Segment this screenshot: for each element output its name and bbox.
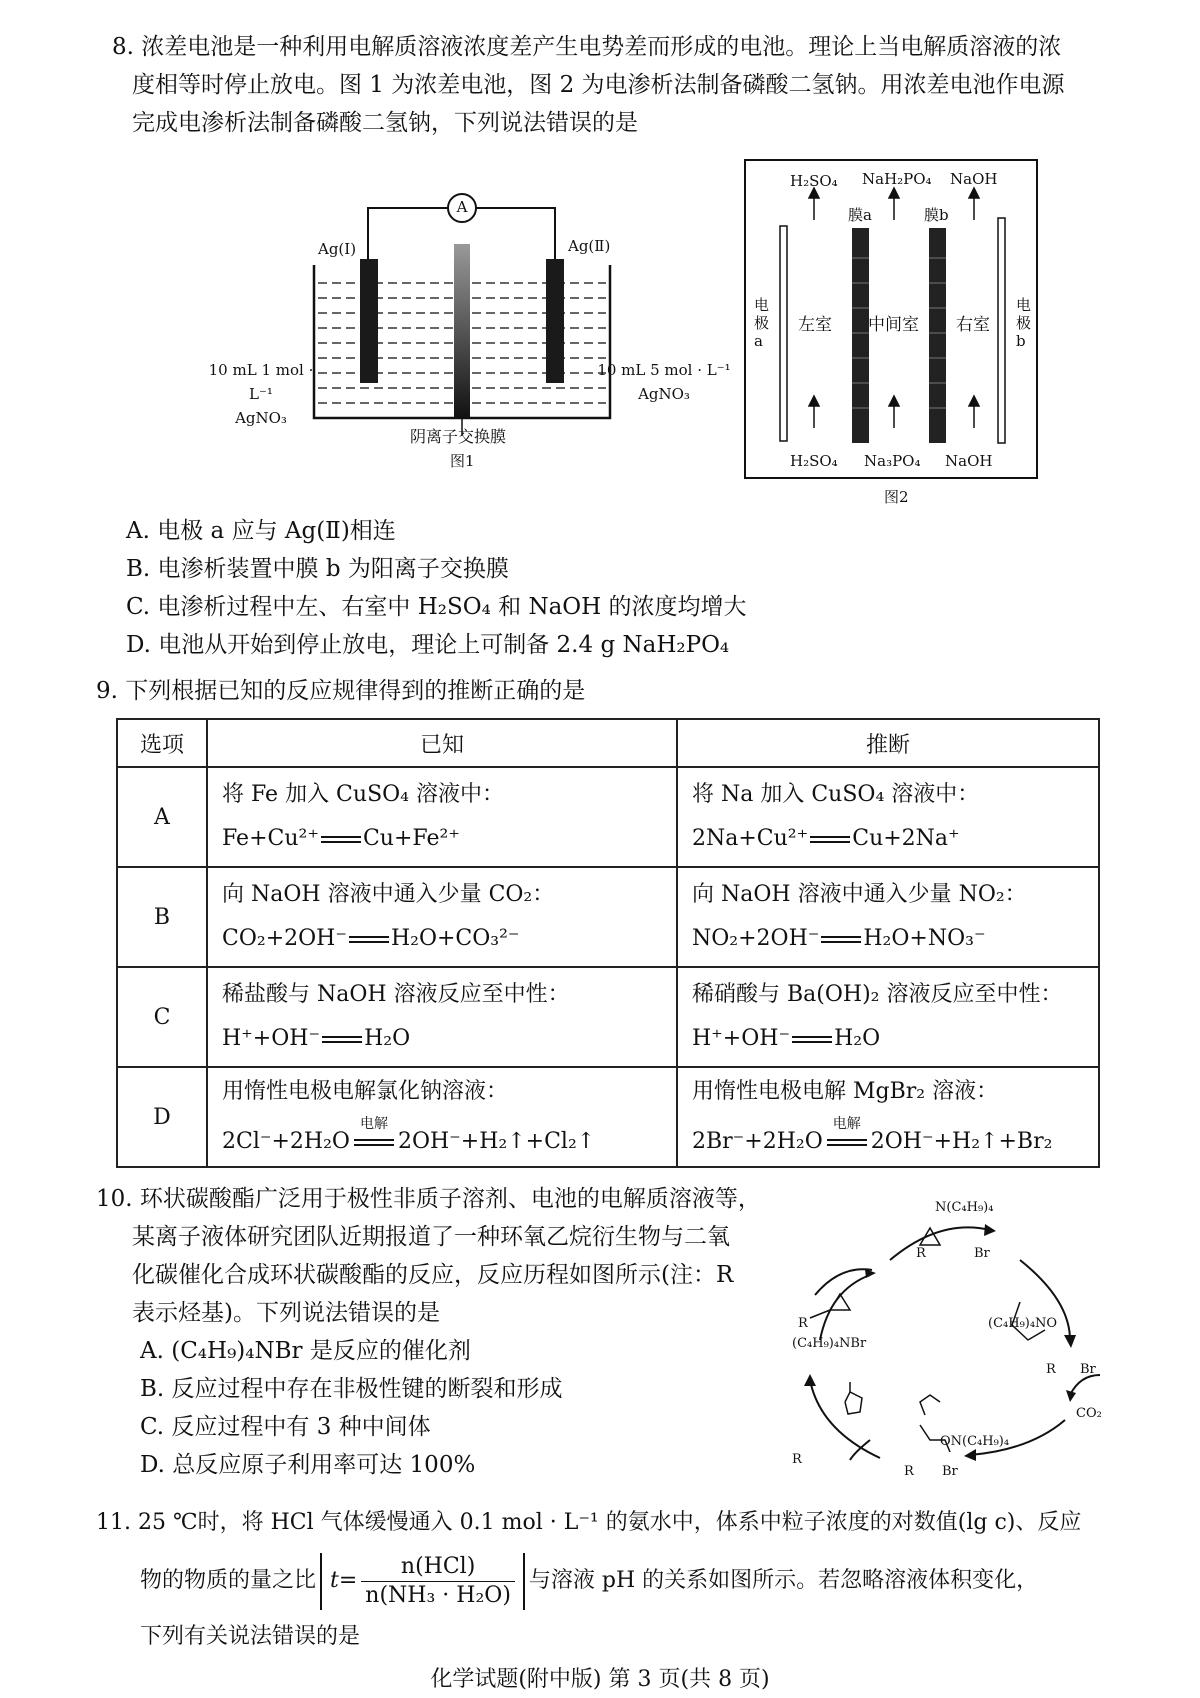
equals-sign-icon xyxy=(821,936,861,943)
inference-cell xyxy=(677,1067,1099,1167)
equation-lhs: H⁺+OH⁻ xyxy=(692,1026,791,1051)
fig2-top-nah2po4: NaH₂PO₄ xyxy=(862,170,932,188)
ratio-numerator: n(HCl) xyxy=(361,1553,515,1582)
q8-stem-line: 8. 浓差电池是一种利用电解质溶液浓度差产生电势差而形成的电池。理论上当电解质溶液的浓 xyxy=(112,34,1062,60)
q8-option-d[interactable]: D. 电池从开始到停止放电，理论上可制备 2.4 g NaH₂PO₄ xyxy=(126,632,730,658)
equals-sign-icon xyxy=(321,836,361,843)
equation-rhs: 2OH⁻+H₂↑+Cl₂↑ xyxy=(397,1129,596,1154)
right-solution-name: AgNO₃ xyxy=(638,385,690,403)
fig2-bottom-na3po4: Na₃PO₄ xyxy=(864,452,921,470)
q10-stem xyxy=(96,1180,796,1332)
equation-rhs: H₂O+NO₃⁻ xyxy=(863,926,986,951)
equation-rhs: H₂O xyxy=(834,1026,881,1051)
known-text: 将 Fe 加入 CuSO₄ 溶液中： xyxy=(222,782,504,807)
cycle-catalyst: (C₄H₉)₄NBr xyxy=(792,1336,867,1351)
known-cell xyxy=(207,867,677,967)
ag-i-label: Ag(Ⅰ) xyxy=(318,240,357,258)
row-label: C xyxy=(117,967,207,1067)
electrolysis-sign xyxy=(350,1116,398,1164)
header-known: 已知 xyxy=(207,719,677,767)
cycle-bottom-r: R xyxy=(904,1464,914,1479)
q11-line-2a: 物的物质的量之比 xyxy=(140,1568,317,1593)
anion-exchange-membrane xyxy=(454,244,470,418)
equation-lhs: H⁺+OH⁻ xyxy=(222,1026,321,1051)
equals-sign-icon xyxy=(810,836,850,843)
right-solution-label xyxy=(594,358,734,406)
q8-stem xyxy=(112,28,1132,142)
table-row xyxy=(117,767,1099,867)
cycle-right-br: Br xyxy=(1080,1362,1096,1377)
ratio-symbol: t= xyxy=(330,1568,358,1593)
inference-equation xyxy=(692,817,1084,861)
q9-stem: 9. 下列根据已知的反应规律得到的推断正确的是 xyxy=(96,678,586,704)
known-text: 稀盐酸与 NaOH 溶液反应至中性： xyxy=(222,982,570,1007)
equals-sign-icon xyxy=(322,1036,362,1043)
figure-1-caption: 图1 xyxy=(450,452,475,470)
ag-ii-electrode xyxy=(546,259,564,383)
equation-lhs: 2Br⁻+2H₂O xyxy=(692,1129,823,1154)
cycle-top-species: N(C₄H₉)₄ xyxy=(935,1200,994,1215)
electrolysis-sign xyxy=(823,1116,871,1164)
table-row xyxy=(117,967,1099,1067)
ratio-denominator: n(NH₃ · H₂O) xyxy=(365,1582,511,1608)
fig2-middle-room: 中间室 xyxy=(868,315,919,335)
equation-rhs: Cu+Fe²⁺ xyxy=(362,826,460,851)
electrolysis-label: 电解 xyxy=(832,1116,861,1132)
membrane-label: 阴离子交换膜 xyxy=(410,427,507,446)
inference-text: 用惰性电极电解 MgBr₂ 溶液： xyxy=(692,1079,999,1104)
inference-equation xyxy=(692,917,1084,961)
q10-option-d[interactable]: D. 总反应原子利用率可达 100% xyxy=(140,1452,476,1478)
fig2-right-room: 右室 xyxy=(956,315,990,335)
inference-text: 稀硝酸与 Ba(OH)₂ 溶液反应至中性： xyxy=(692,982,1063,1007)
equals-sign-icon xyxy=(792,1036,832,1043)
fig2-top-naoh: NaOH xyxy=(950,170,998,188)
q8-option-a[interactable]: A. 电极 a 应与 Ag(Ⅱ)相连 xyxy=(126,518,396,544)
fig2-membrane-b-label: 膜b xyxy=(924,206,949,224)
known-cell xyxy=(207,1067,677,1167)
known-cell xyxy=(207,967,677,1067)
fig2-top-h2so4: H₂SO₄ xyxy=(790,172,838,190)
membrane-a xyxy=(852,228,869,443)
known-cell xyxy=(207,767,677,867)
electrode-a xyxy=(780,226,787,441)
cycle-right-r: R xyxy=(1046,1362,1056,1377)
q10-option-a[interactable]: A. (C₄H₉)₄NBr 是反应的催化剂 xyxy=(140,1338,471,1364)
known-text: 用惰性电极电解氯化钠溶液： xyxy=(222,1079,509,1104)
q11-line-3: 下列有关说法错误的是 xyxy=(140,1624,361,1649)
equation-rhs: 2OH⁻+H₂↑+Br₂ xyxy=(870,1129,1053,1154)
q10-stem-line: 化碳催化合成环状碳酸酯的反应，反应历程如图所示(注：R xyxy=(132,1262,734,1288)
ammeter-label: A xyxy=(456,198,468,216)
table-header-row xyxy=(117,719,1099,767)
inference-cell xyxy=(677,867,1099,967)
ag-i-electrode xyxy=(360,259,378,383)
q8-options xyxy=(126,512,747,664)
known-equation xyxy=(222,1114,662,1164)
page-footer: 化学试题(附中版) 第 3 页(共 8 页) xyxy=(430,1667,770,1692)
electrolysis-label: 电解 xyxy=(359,1116,388,1132)
q11-line-1: 11. 25 ℃时，将 HCl 气体缓慢通入 0.1 mol · L⁻¹ 的氨水中，体系中粒子浓度的对数值(lg c)、反应 xyxy=(96,1510,1082,1535)
equation-lhs: Fe+Cu²⁺ xyxy=(222,826,319,851)
right-solution-conc: 10 mL 5 mol · L⁻¹ xyxy=(597,361,731,379)
q10-stem-line: 表示烃基)。下列说法错误的是 xyxy=(132,1300,440,1326)
equation-rhs: Cu+2Na⁺ xyxy=(852,826,960,851)
row-label: A xyxy=(117,767,207,867)
inference-text: 将 Na 加入 CuSO₄ 溶液中： xyxy=(692,782,980,807)
cycle-top-br: Br xyxy=(974,1246,990,1261)
cycle-epoxide-r: R xyxy=(798,1316,808,1331)
q10-options xyxy=(140,1332,563,1484)
q8-stem-line: 度相等时停止放电。图 1 为浓差电池，图 2 为电渗析法制备磷酸二氢钠。用浓差电池作电源 xyxy=(132,72,1065,98)
header-inference: 推断 xyxy=(677,719,1099,767)
figure-2-caption: 图2 xyxy=(884,488,909,506)
row-label: D xyxy=(117,1067,207,1167)
fig2-bottom-h2so4: H₂SO₄ xyxy=(790,452,838,470)
fig2-electrode-b-label: 电极b xyxy=(1016,296,1032,350)
header-option: 选项 xyxy=(117,719,207,767)
inference-cell xyxy=(677,967,1099,1067)
cycle-bottom-species: ON(C₄H₉)₄ xyxy=(940,1434,1010,1449)
ratio-bracket xyxy=(320,1553,525,1610)
q8-stem-line: 完成电渗析法制备磷酸二氢钠，下列说法错误的是 xyxy=(132,110,638,136)
q11-line-2 xyxy=(140,1548,1038,1614)
row-label: B xyxy=(117,867,207,967)
q8-option-c[interactable]: C. 电渗析过程中左、右室中 H₂SO₄ 和 NaOH 的浓度均增大 xyxy=(126,594,747,620)
q8-option-b[interactable]: B. 电渗析装置中膜 b 为阳离子交换膜 xyxy=(126,556,509,582)
q10-option-c[interactable]: C. 反应过程中有 3 种中间体 xyxy=(140,1414,431,1440)
electrode-b xyxy=(998,218,1005,443)
membrane-b xyxy=(929,228,946,443)
table-row xyxy=(117,867,1099,967)
equation-rhs: H₂O xyxy=(364,1026,411,1051)
ag-ii-label: Ag(Ⅱ) xyxy=(568,237,611,255)
equals-sign-icon xyxy=(349,936,389,943)
cycle-product-r: R xyxy=(792,1452,802,1467)
inference-equation xyxy=(692,1114,1084,1164)
q11-line-2b: 与溶液 pH 的关系如图所示。若忽略溶液体积变化， xyxy=(528,1568,1039,1593)
q10-stem-line: 10. 环状碳酸酯广泛用于极性非质子溶剂、电池的电解质溶液等， xyxy=(96,1186,761,1212)
inference-equation xyxy=(692,1017,1084,1061)
fig2-left-room: 左室 xyxy=(798,315,832,335)
fig2-bottom-naoh: NaOH xyxy=(945,452,993,470)
cycle-top-r: R xyxy=(916,1246,926,1261)
cycle-bottom-br: Br xyxy=(942,1464,958,1479)
fig2-membrane-a-label: 膜a xyxy=(848,206,872,224)
known-equation xyxy=(222,1017,662,1061)
inference-text: 向 NaOH 溶液中通入少量 NO₂： xyxy=(692,882,1027,907)
ratio-fraction xyxy=(361,1553,515,1610)
left-solution-label xyxy=(196,358,326,430)
left-solution-name: AgNO₃ xyxy=(235,409,287,427)
table-row xyxy=(117,1067,1099,1167)
equation-rhs: H₂O+CO₃²⁻ xyxy=(390,926,520,951)
q9-table xyxy=(116,718,1100,1168)
left-solution-conc: 10 mL 1 mol · L⁻¹ xyxy=(208,361,314,403)
equation-lhs: 2Na+Cu²⁺ xyxy=(692,826,809,851)
equation-lhs: NO₂+2OH⁻ xyxy=(692,926,820,951)
known-equation xyxy=(222,917,662,961)
inference-cell xyxy=(677,767,1099,867)
q10-stem-line: 某离子液体研究团队近期报道了一种环氧乙烷衍生物与二氧 xyxy=(132,1224,730,1250)
equation-lhs: CO₂+2OH⁻ xyxy=(222,926,347,951)
equation-lhs: 2Cl⁻+2H₂O xyxy=(222,1129,350,1154)
fig2-electrode-a-label: 电极a xyxy=(754,296,770,350)
cycle-right-species: (C₄H₉)₄NO xyxy=(988,1316,1058,1331)
known-text: 向 NaOH 溶液中通入少量 CO₂： xyxy=(222,882,555,907)
known-equation xyxy=(222,817,662,861)
q10-option-b[interactable]: B. 反应过程中存在非极性键的断裂和形成 xyxy=(140,1376,563,1402)
cycle-co2: CO₂ xyxy=(1076,1406,1102,1421)
